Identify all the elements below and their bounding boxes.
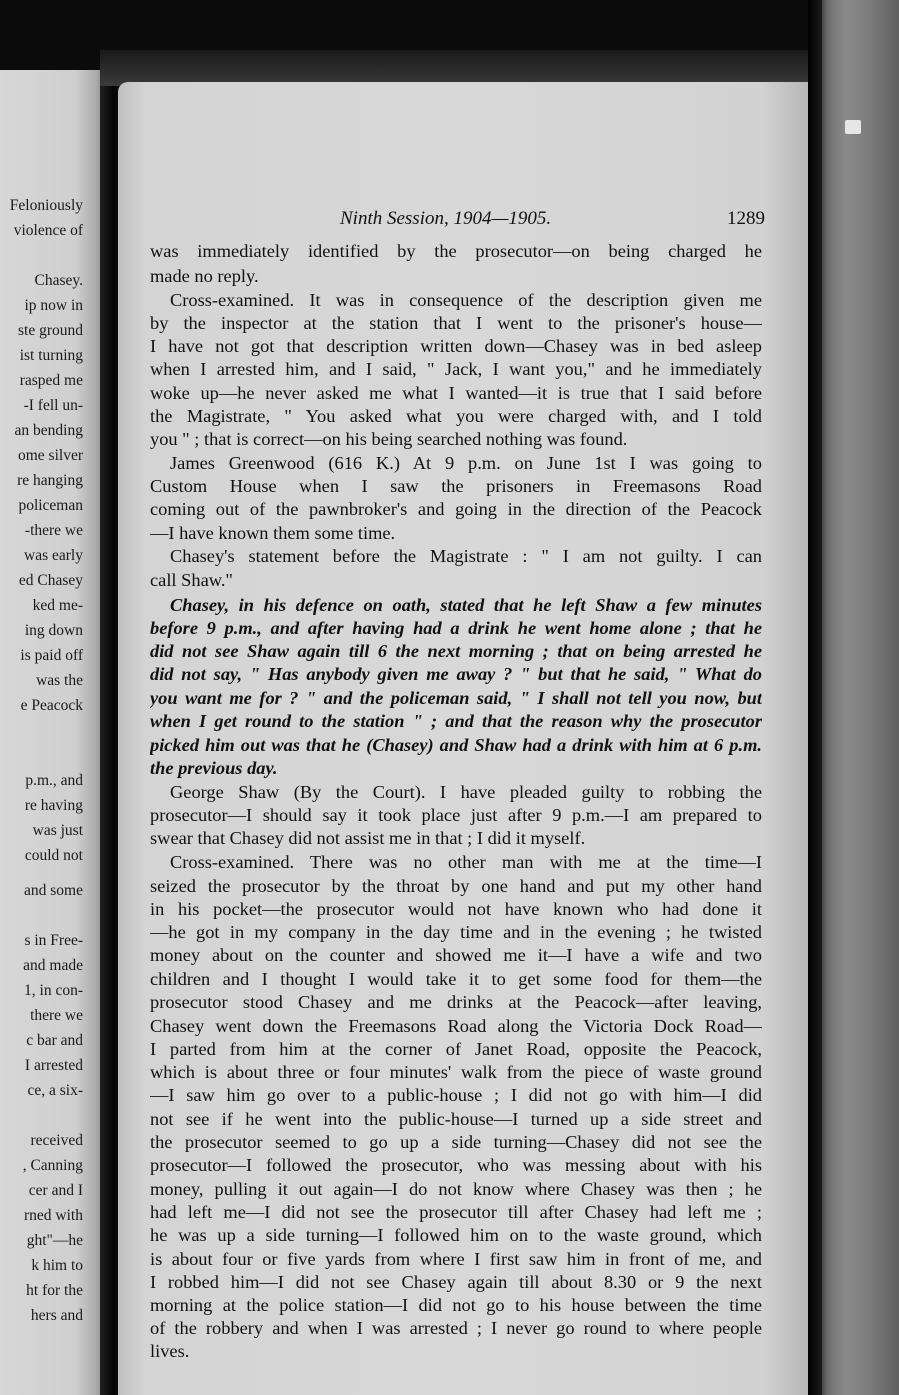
left-page-fragment: and made (23, 957, 83, 974)
text-line: the previous day. (150, 758, 278, 778)
left-page-fragment: I arrested (24, 1057, 83, 1074)
left-page-fragment: re hanging (17, 472, 83, 489)
text-line: money, pulling it out again—I do not know where Chasey was then ; he (150, 1179, 762, 1199)
left-page-fragment: policeman (18, 497, 83, 514)
left-page-fragment: ce, a six- (27, 1082, 83, 1099)
text-line: had left me—I did not see the prosecutor till after Chasey had left me ; (150, 1202, 762, 1222)
left-page-fragment: is paid off (20, 647, 83, 664)
left-page-fragment: c bar and (26, 1032, 83, 1049)
running-header (150, 208, 765, 234)
text-line: the prosecutor seemed to go up a side turning—Chasey did not see the (150, 1132, 762, 1152)
left-page-fragment: -I fell un- (23, 397, 83, 414)
left-page-fragment: an bending (14, 422, 83, 439)
left-page-fragment: re having (24, 797, 83, 814)
text-line: made no reply. (150, 266, 259, 286)
left-page-fragment: , Canning (22, 1157, 83, 1174)
text-line: the Magistrate, " You asked what you were charged with, and I told (150, 406, 762, 426)
text-line: you want me for ? " and the policeman said, " I shall not tell you now, but (150, 688, 762, 708)
text-line: he was up a side turning—I followed him on to the waste ground, which (150, 1225, 762, 1245)
text-line: did not see Shaw again till 6 the next morning ; that on being arrested he (150, 641, 762, 661)
text-line: swear that Chasey did not assist me in that ; I did it myself. (150, 828, 586, 848)
text-line: coming out of the pawnbroker's and going in the direction of the Peacock (150, 499, 762, 519)
text-line: Chasey's statement before the Magistrate : " I am not guilty. I can (170, 546, 762, 566)
text-line: before 9 p.m., and after having had a drink he went home alone ; that he (150, 618, 762, 638)
left-page-fragment: Feloniously (9, 197, 83, 214)
left-page-fragment: rasped me (19, 372, 83, 389)
header-title: Ninth Session, 1904—1905. (340, 208, 552, 229)
left-page-fragment: was early (24, 547, 83, 564)
text-line: prosecutor stood Chasey and me drinks at the Peacock—after leaving, (150, 992, 762, 1012)
page-number: 1289 (727, 208, 765, 229)
left-page-fragment: e Peacock (20, 697, 83, 714)
left-page-fragment: violence of (13, 222, 83, 239)
left-page-fragment: could not (24, 847, 83, 864)
left-page-fragment: there we (30, 1007, 83, 1024)
text-line: —he got in my company in the day time and in the evening ; he twisted (150, 922, 762, 942)
left-page-fragment: ked me- (32, 597, 83, 614)
left-page-fragment: was just (32, 822, 83, 839)
left-page-fragment: k him to (31, 1257, 83, 1274)
left-page-fragment: 1, in con- (24, 982, 83, 999)
left-page-fragment: ht for the (26, 1282, 83, 1299)
text-line: did not say, " Has anybody given me away ? " but that he said, " What do (150, 664, 762, 684)
text-line: Cross-examined. There was no other man with me at the time—I (170, 852, 762, 872)
text-line: by the inspector at the station that I went to the prisoner's house— (150, 313, 762, 333)
text-line: of the robbery and when I was arrested ; I never go round to where people (150, 1318, 762, 1338)
text-line: lives. (150, 1341, 190, 1361)
text-line: prosecutor—I followed the prosecutor, who was messing about with his (150, 1155, 762, 1175)
text-line: George Shaw (By the Court). I have pleaded guilty to robbing the (170, 782, 762, 802)
left-page-fragment: ist turning (19, 347, 83, 364)
left-page-fragment: s in Free- (24, 932, 83, 949)
text-line: Custom House when I saw the prisoners in Freemasons Road (150, 476, 762, 496)
text-line: seized the prosecutor by the throat by one hand and put my other hand (150, 876, 762, 896)
text-line: —I have known them some time. (150, 523, 396, 543)
text-line: woke up—he never asked me what I wanted—it is true that I said before (150, 383, 762, 403)
text-line: in his pocket—the prosecutor would not have known who had done it (150, 899, 762, 919)
left-page-fragment: ing down (24, 622, 83, 639)
text-line: picked him out was that he (Chasey) and Shaw had a drink with him at 6 p.m. (150, 735, 762, 755)
text-line: Chasey, in his defence on oath, stated that he left Shaw a few minutes (170, 595, 762, 615)
text-line: I robbed him—I did not see Chasey again till about 8.30 or 9 the next (150, 1272, 762, 1292)
left-page-fragment: ght"—he (26, 1232, 83, 1249)
text-line: prosecutor—I should say it took place just after 9 p.m.—I am prepared to (150, 805, 762, 825)
left-page-fragment: and some (24, 882, 83, 899)
left-page-fragment: ip now in (24, 297, 83, 314)
left-page-fragment: hers and (30, 1307, 83, 1324)
left-page-fragment: Chasey. (34, 272, 83, 289)
text-line: is about four or five yards from where I first saw him in front of me, and (150, 1249, 762, 1269)
left-page-fragment: ome silver (18, 447, 83, 464)
left-page-fragment: rned with (24, 1207, 83, 1224)
text-line: money about on the counter and showed me it—I have a wife and two (150, 945, 762, 965)
left-page-fragment: cer and I (28, 1182, 83, 1199)
text-line: was immediately identified by the prosecutor—on being charged he (150, 241, 762, 261)
text-line: not see if he went into the public-house—I turned up a side street and (150, 1109, 762, 1129)
text-line: when I get round to the station " ; and that the reason why the prosecutor (150, 711, 762, 731)
left-page-fragment: -there we (24, 522, 83, 539)
text-line: I parted from him at the corner of Janet Road, opposite the Peacock, (150, 1039, 762, 1059)
left-page-fragment: ste ground (17, 322, 83, 339)
left-page-fragment: p.m., and (25, 772, 83, 789)
left-page-fragment: ed Chasey (18, 572, 83, 589)
left-page-fragment: was the (36, 672, 83, 689)
left-page-fragment: received (30, 1132, 83, 1149)
text-line: call Shaw." (150, 570, 233, 590)
text-line: when I arrested him, and I said, " Jack, I want you," and he immediately (150, 359, 762, 379)
text-line: which is about three or four minutes' walk from the piece of waste ground (150, 1062, 762, 1082)
text-line: Chasey went down the Freemasons Road along the Victoria Dock Road— (150, 1016, 762, 1036)
text-line: James Greenwood (616 K.) At 9 p.m. on June 1st I was going to (170, 453, 762, 473)
text-line: —I saw him go over to a public-house ; I did not go with him—I did (150, 1085, 762, 1105)
text-line: you " ; that is correct—on his being searched nothing was found. (150, 429, 628, 449)
text-line: Cross-examined. It was in consequence of the description given me (170, 290, 762, 310)
text-line: I have not got that description written down—Chasey was in bed asleep (150, 336, 762, 356)
text-line: morning at the police station—I did not go to his house between the time (150, 1295, 762, 1315)
text-line: children and I thought I would take it to get some food for them—the (150, 969, 762, 989)
